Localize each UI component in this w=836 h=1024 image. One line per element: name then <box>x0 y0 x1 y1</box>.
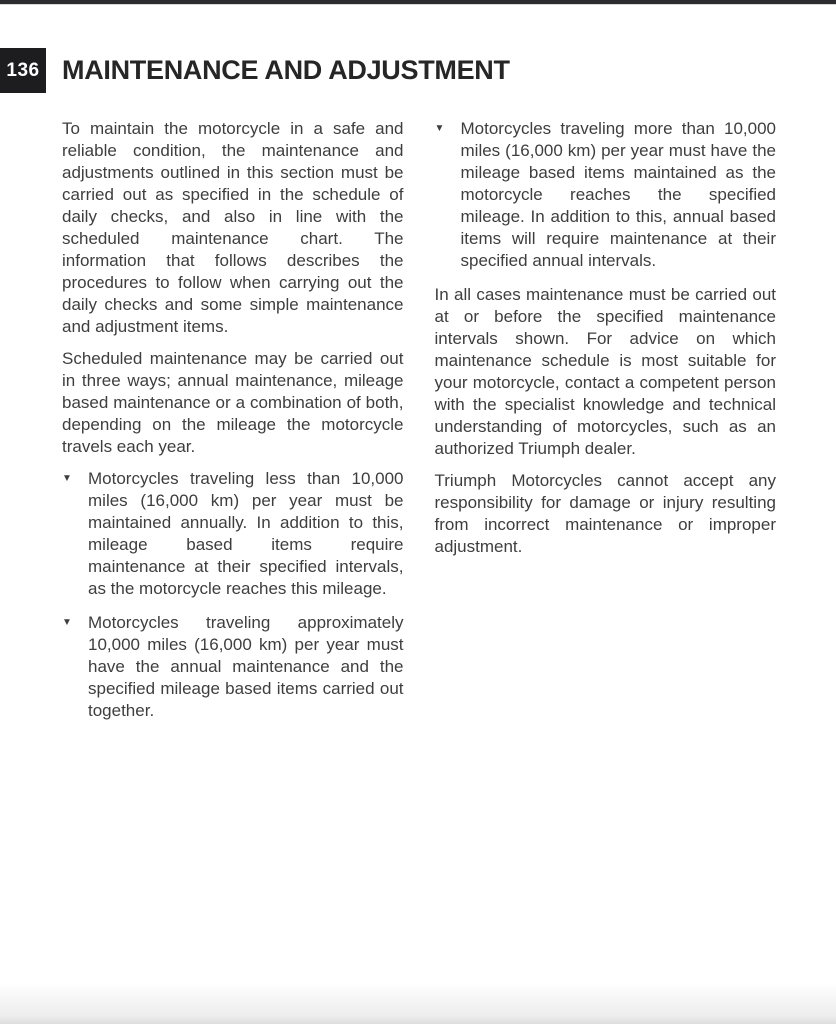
list-item <box>62 468 404 600</box>
bullet-triangle-icon: ▼ <box>62 617 72 628</box>
right-column <box>435 118 777 734</box>
bullet-triangle-icon: ▼ <box>434 123 445 134</box>
list-item-text: Motorcycles traveling approximately 10,000 miles (16,000 km) per year must have the annual maintenance and the specified mileage based items carried out together. <box>88 613 404 720</box>
list-item <box>62 612 404 722</box>
page-header <box>0 48 510 93</box>
two-column-body <box>62 118 776 734</box>
paragraph: In all cases maintenance must be carried out at or before the specified maintenance intervals shown. For advice on which maintenance schedule is most suitable for your motorcycle, contact a competent person with the specialist knowledge and technical understanding of motorcycles, such as an authorized Triumph dealer. <box>434 285 776 458</box>
paragraph: Triumph Motorcycles cannot accept any responsibility for damage or injury resulting from incorrect maintenance or improper adjustment. <box>434 471 776 556</box>
list-item <box>435 118 777 272</box>
paragraph: To maintain the motorcycle in a safe and reliable condition, the maintenance and adjustments outlined in this section must be carried out as specified in the schedule of daily checks, and also in line with the scheduled maintenance chart. The information that follows describes the procedures to follow when carrying out the daily checks and some simple maintenance and adjustment items. <box>62 119 404 336</box>
list-item-text: Motorcycles traveling less than 10,000 miles (16,000 km) per year must be maintained annually. In addition to this, mileage based items require maintenance at their specified intervals, as the motorcycle reaches this mileage. <box>88 469 404 598</box>
page-number-badge <box>0 48 46 93</box>
top-border <box>0 0 836 5</box>
page-bottom-shadow <box>0 982 836 1024</box>
page-number: 136 <box>6 59 40 81</box>
left-column <box>62 118 404 734</box>
bullet-triangle-icon: ▼ <box>62 473 72 484</box>
page-title: MAINTENANCE AND ADJUSTMENT <box>62 55 510 85</box>
list-item-text: Motorcycles traveling more than 10,000 miles (16,000 km) per year must have the mileage based items maintained as the motorcycle reaches the specified mileage. In addition to this, annual based items will require maintenance at their specified annual intervals. <box>460 119 776 270</box>
paragraph: Scheduled maintenance may be carried out in three ways; annual maintenance, mileage based maintenance or a combination of both, depending on the mileage the motorcycle travels each year. <box>62 349 404 456</box>
